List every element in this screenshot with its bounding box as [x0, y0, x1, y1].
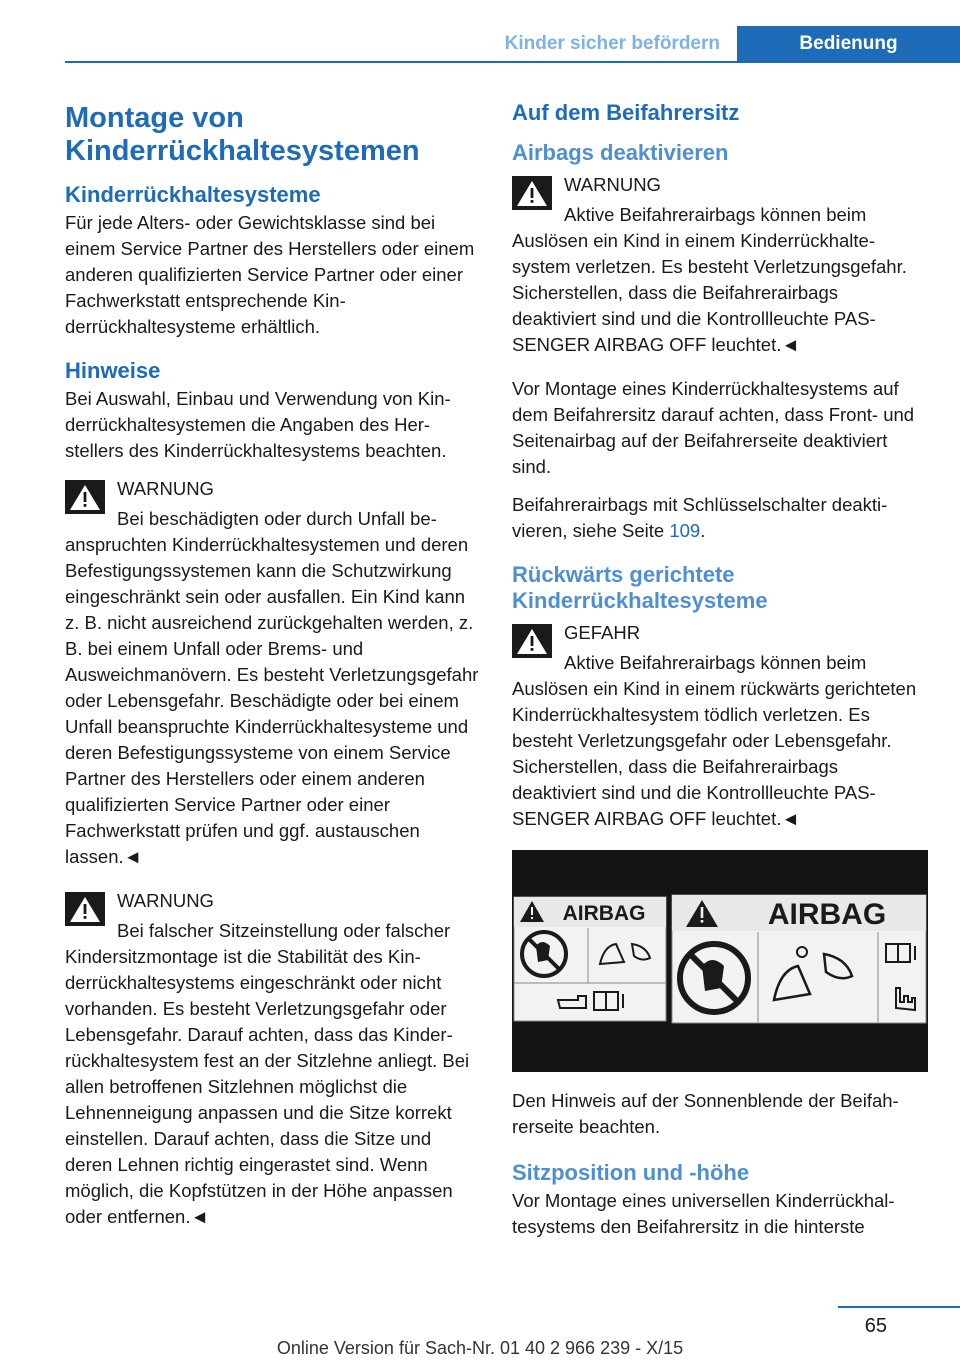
right-column [512, 100, 927, 1252]
warning-block-3 [512, 172, 927, 358]
paragraph-text: Beifahrerairbags mit Schlüsselschalter deaktivieren, siehe Seite [512, 494, 888, 541]
danger-block [512, 620, 927, 832]
subsection-heading-rueckwaerts: Rückwärts gerichtete Kinderrückhaltesysteme [512, 562, 768, 613]
page-header [0, 0, 960, 62]
paragraph-vor-montage: Vor Montage eines Kinderrückhaltesystems auf dem Beifahrersitz darauf achten, dass Front- und Seitenairbag auf der Beifahrerseite deaktiviert sind. [512, 378, 915, 477]
warning-triangle-icon [65, 892, 105, 926]
paragraph-schluesselschalter [512, 492, 927, 544]
section-heading-beifahrersitz: Auf dem Beifahrersitz [512, 100, 740, 125]
photo-caption: Den Hinweis auf der Sonnenblende der Beifahrerseite beachten. [512, 1090, 899, 1137]
paragraph-kinderrueckhaltesysteme: Für jede Alters- oder Gewichtsklasse sind bei einem Service Partner des Herstellers oder einem anderen qualifizierten Service Partner oder einer Fachwerkstatt entsprechende Kinderrückhaltesysteme erhältlich. [65, 212, 475, 337]
section-heading-hinweise: Hinweise [65, 358, 161, 383]
subsection-heading-sitzposition: Sitzposition und -höhe [512, 1160, 750, 1185]
paragraph-sitzposition: Vor Montage eines universellen Kinderrückhaltesystems den Beifahrersitz in die hinterste [512, 1190, 895, 1237]
danger-title: GEFAHR [564, 622, 641, 643]
warning-text: Aktive Beifahrerairbags können beim Auslösen ein Kind in einem Kinderrückhaltesystem verletzen. Es besteht Verletzungsgefahr. Sicherstellen, dass die Beifahrerairbags deaktiviert sind und die Kontrollleuchte PASSENGER AIRBAG OFF leuchtet.◄ [512, 204, 907, 355]
section-heading-kinderrueckhaltesysteme: Kinderrückhaltesysteme [65, 182, 321, 207]
warning-block-2 [65, 888, 480, 1230]
header-section-title: Kinder sicher befördern [504, 33, 720, 54]
subsection-heading-airbags-deaktivieren: Airbags deaktivieren [512, 140, 729, 165]
warning-title: WARNUNG [117, 890, 214, 911]
warning-triangle-icon [65, 480, 105, 514]
warning-text: Bei falscher Sitzeinstellung oder falscher Kindersitzmontage ist die Stabilität des Kinderrückhaltesystems eingeschränkt oder nicht vorhanden. Es besteht Verletzungsgefahr oder Lebensgefahr. Darauf achten, dass das Kinderrückhaltesystem fest an der Sitzlehne anliegt. Bei allen betroffenen Sitzlehnen möglichst die Lehnenneigung anpassen und die Sitze korrekt einstellen. Darauf achten, dass die Sitze und deren Lehnen richtig eingerastet sind. Wenn möglich, die Kopfstützen in der Höhe anpassen oder entfernen.◄ [65, 920, 470, 1227]
warning-triangle-icon [512, 624, 552, 658]
header-chapter-tab: Bedienung [737, 26, 960, 62]
left-column [65, 100, 480, 1248]
warning-text: Bei beschädigten oder durch Unfall beanspruchten Kinderrückhaltesystemen und deren Befestigungssystemen kann die Schutzwirkung eingeschränkt sein oder ausfallen. Ein Kind kann z. B. nicht ausreichend zurückgehalten werden, z. B. bei einem Unfall oder Brems- und Ausweichmanövern. Es besteht Verletzungsgefahr oder Lebensgefahr. Beschädigte oder bei einem Unfall beanspruchte Kinderrückhaltesysteme und deren Befestigungssysteme von einem Service Partner des Herstellers oder einem anderen qualifizierten Service Partner oder einer Fachwerkstatt prüfen und ggf. austauschen lassen.◄ [65, 508, 479, 867]
paragraph-punct: . [700, 520, 706, 541]
danger-text: Aktive Beifahrerairbags können beim Auslösen ein Kind in einem rückwärts gerichteten Kinderrückhaltesystem tödlich verletzen. Es besteht Verletzungsgefahr oder Lebensgefahr. Sicherstellen, dass die Beifahrerairbags deaktiviert sind und die Kontrollleuchte PASSENGER AIRBAG OFF leuchtet.◄ [512, 652, 917, 829]
airbag-label-photo [512, 850, 928, 1072]
airbag-label-small-text: AIRBAG [562, 902, 646, 925]
airbag-label-large-text: AIRBAG [767, 898, 887, 931]
warning-block-1 [65, 476, 480, 870]
warning-title: WARNUNG [117, 478, 214, 499]
page-number: 65 [864, 1315, 887, 1337]
page-reference-link[interactable]: 109 [669, 520, 701, 541]
warning-triangle-icon [512, 176, 552, 210]
airbag-label-graphic [512, 850, 928, 1072]
header-rule [65, 61, 960, 63]
warning-title: WARNUNG [564, 174, 661, 195]
main-title: Montage von Kinderrückhaltesystemen [65, 102, 420, 167]
footer-rule [838, 1306, 960, 1308]
paragraph-hinweise: Bei Auswahl, Einbau und Verwendung von Kinderrückhaltesystemen die Angaben des Herstellers des Kinderrückhaltesystems beachten. [65, 388, 451, 461]
footer-text: Online Version für Sach-Nr. 01 40 2 966 239 - X/15 [276, 1338, 684, 1358]
